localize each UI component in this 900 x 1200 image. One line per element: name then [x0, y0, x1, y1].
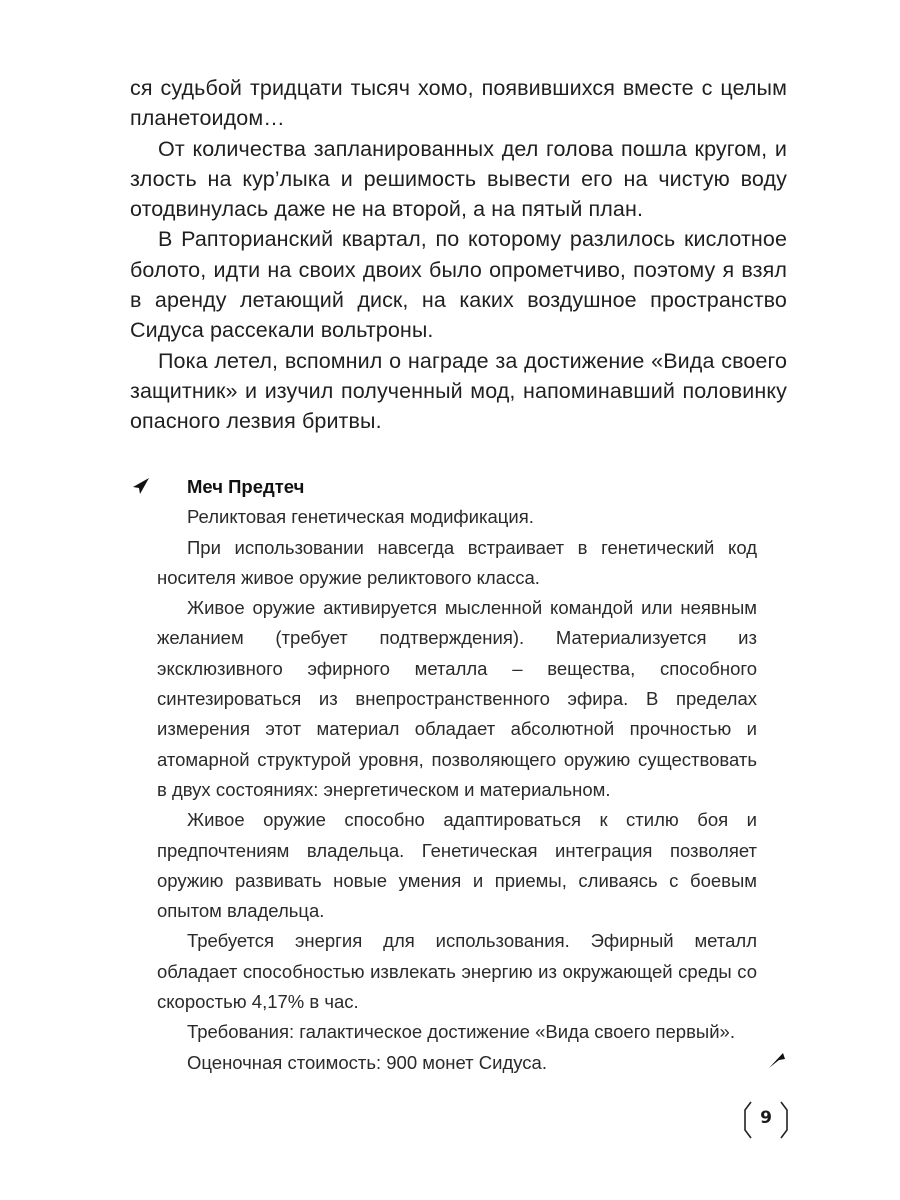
- mod-paragraph: Требуется энергия для использования. Эфирный металл обладает способностью извлекать энергию из окружающей среды со скоростью 4,17% в час.: [157, 930, 757, 1013]
- mod-subtitle: Реликтовая генетическая модификация.: [187, 506, 534, 528]
- mod-cost: Оценочная стоимость: 900 монет Сидуса.: [187, 1051, 547, 1073]
- narrative-text: [130, 73, 787, 437]
- mod-description-card: [157, 472, 757, 1078]
- narrative-paragraph: ся судьбой тридцати тысяч хомо, появившихся вместе с целым планетоидом…: [130, 76, 787, 131]
- narrative-paragraph: В Рапторианский квартал, по которому разлилось кислотное болото, идти на своих двоих было опрометчиво, поэтому я взял в аренду летающий диск, на каких воздушное пространство Сидуса рассекали вольтроны.: [130, 227, 787, 343]
- narrative-paragraph: От количества запланированных дел голова пошла кругом, и злость на кур’лыка и решимость вывести его на чистую воду отодвинулась даже не на второй, а на пятый план.: [130, 136, 787, 222]
- mod-paragraph: При использовании навсегда встраивает в генетический код носителя живое оружие реликтового класса.: [157, 536, 757, 588]
- page-number-value: 9: [760, 1108, 772, 1128]
- mod-requirements: Требования: галактическое достижение «Вида своего первый».: [187, 1021, 735, 1043]
- mod-title: Меч Предтеч: [187, 476, 305, 497]
- blade-end-icon: [765, 1050, 787, 1070]
- blade-start-icon: [131, 476, 151, 496]
- narrative-paragraph: Пока летел, вспомнил о награде за достижение «Вида своего защитник» и изучил полученный мод, напоминавший половинку опасного лезвия бритвы.: [130, 348, 787, 434]
- mod-paragraph: Живое оружие способно адаптироваться к стилю боя и предпочтениям владельца. Генетическая интеграция позволяет оружию развивать новые умения и приемы, сливаясь с боевым опытом владельца.: [157, 809, 757, 922]
- mod-paragraph: Живое оружие активируется мысленной командой или неявным желанием (требует подтверждения). Материализуется из эксклюзивного эфирного металла – вещества, способного синтезироваться из внепространственного эфира. В пределах измерения этот материал обладает абсолютной прочностью и атомарной структурой уровня, позволяющего оружию существовать в двух состояниях: энергетическом и материальном.: [157, 597, 757, 800]
- page-number: [742, 1100, 790, 1140]
